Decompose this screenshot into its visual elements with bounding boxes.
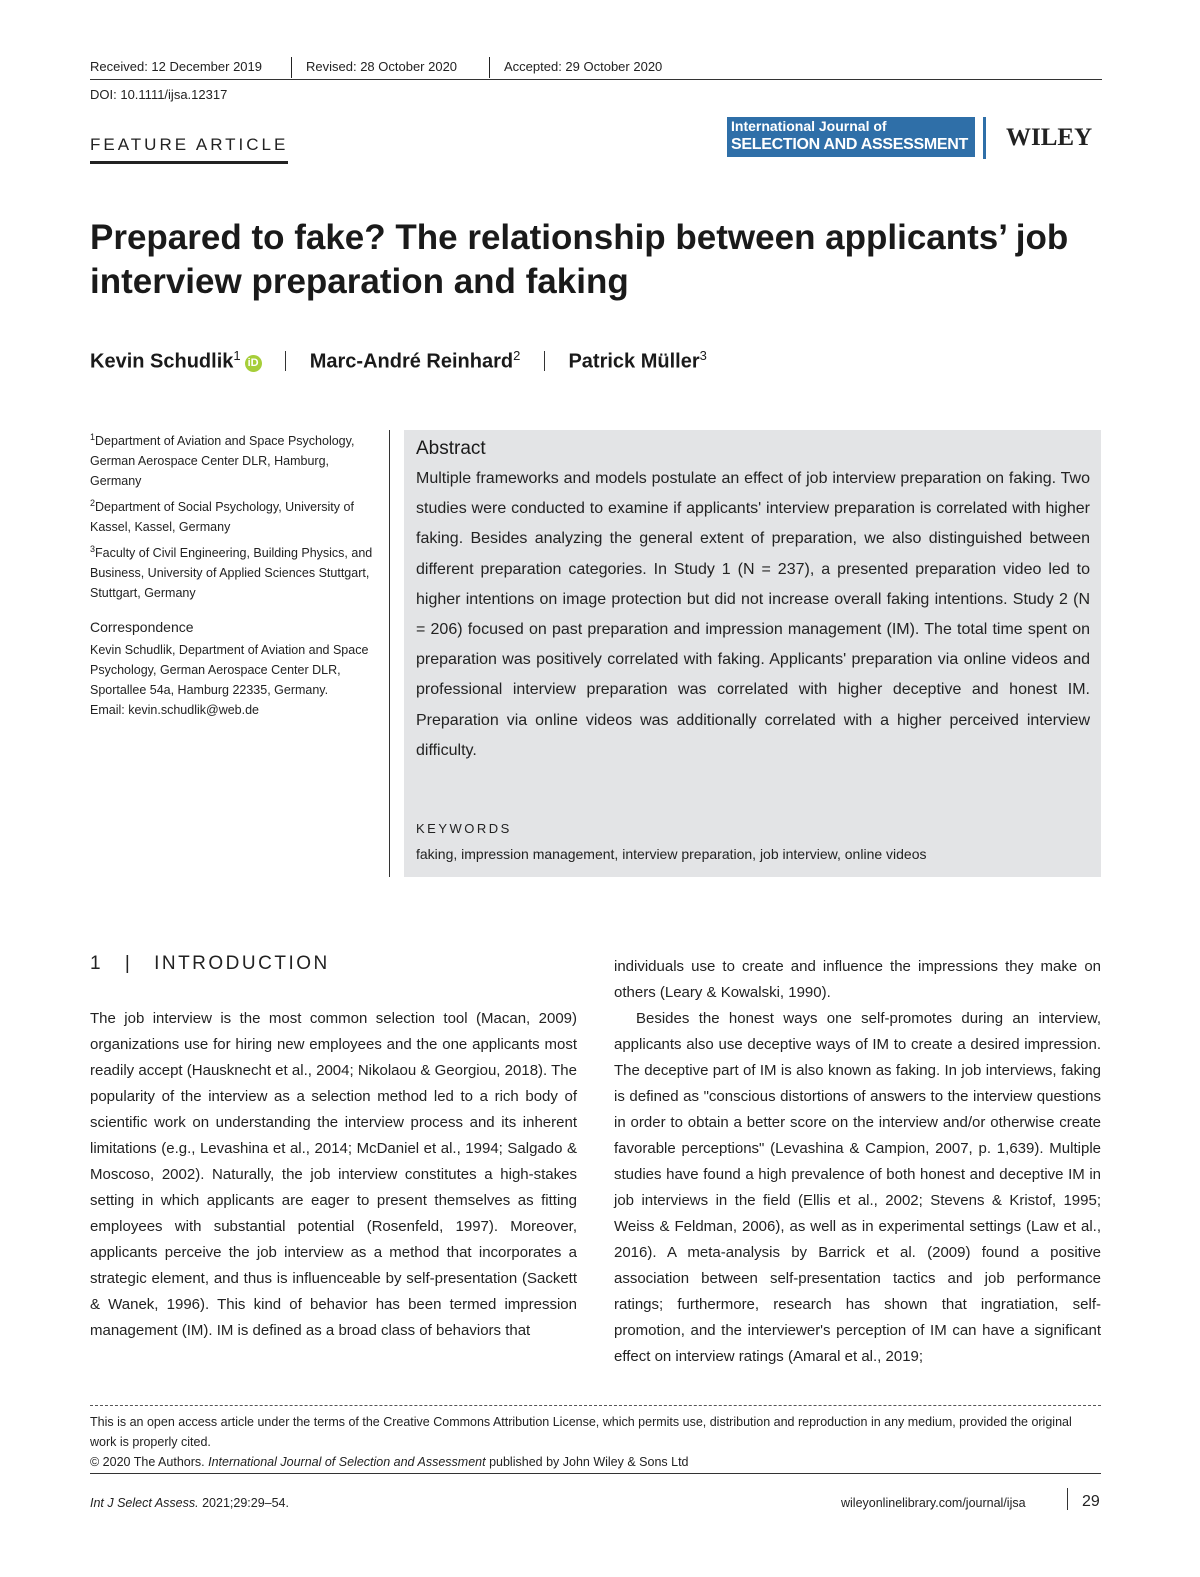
author-name: Patrick Müller (568, 350, 700, 373)
author-affiliation-mark: 3 (699, 348, 707, 363)
affiliation-text: Faculty of Civil Engineering, Building Physics, and Business, University of Applied Sciences Stuttgart, Stuttgart, Germany (90, 546, 373, 601)
abstract-body: Multiple frameworks and models postulate an effect of job interview preparation on faking. Two studies were conducted to examine if applicants' interview preparation is correlated with higher faking. Besides analyzing the general extent of preparation, we also distinguished between different preparation categories. In Study 1 (N = 237), a presented preparation video led to higher intentions on image protection but did not increase overall faking intentions. Study 2 (N = 206) focused on past preparation and impression management (IM). The total time spent on preparation was positively correlated with faking. Applicants' preparation via online videos and professional interview preparation was correlated with higher deceptive and honest IM. Preparation via online videos was additionally correlated with a higher perceived interview difficulty. (416, 470, 1090, 759)
orcid-icon[interactable]: iD (245, 355, 262, 372)
affiliation-text: Department of Social Psychology, University of Kassel, Kassel, Germany (90, 500, 354, 535)
author-affiliation-mark: 2 (513, 348, 521, 363)
author-list (90, 348, 707, 374)
correspondence-email[interactable]: Email: kevin.schudlik@web.de (90, 703, 260, 717)
correspondence-heading: Correspondence (90, 619, 194, 635)
author-divider (285, 351, 286, 371)
section-divider: | (124, 953, 133, 974)
section-number: 1 (90, 953, 104, 974)
paragraph: The job interview is the most common selection tool (Macan, 2009) organizations use for hiring new employees and the one applicants most readily accept (Hausknecht et al., 2004; Nikolaou & Georgiou, 2018). The popularity of the interview as a selection method led to a rich body of scientific work on understanding the interview process and its inherent limitations (e.g., Levashina et al., 2014; McDaniel et al., 1994; Salgado & Moscoso, 2002). Naturally, the job interview constitutes a high-stakes setting in which applicants are eager to present themselves as fitting employees with substantial potential (Rosenfeld, 1997). Moreover, applicants perceive the job interview as a method that incorporates a strategic element, and thus is influenceable by self-presentation (Sackett & Wanek, 1996). This kind of behavior has been termed impression management (IM). IM is defined as a broad class of behaviors that (90, 1010, 577, 1339)
abstract-heading: Abstract (416, 438, 486, 459)
affiliation (90, 427, 380, 491)
paragraph: individuals use to create and influence the impressions they make on others (Leary & Kowalski, 1990). (614, 958, 1101, 1001)
correspondence (90, 640, 380, 720)
column-divider (389, 430, 390, 877)
revised-date: Revised: 28 October 2020 (306, 59, 458, 74)
open-access-notice (90, 1412, 1101, 1472)
affiliation (90, 539, 380, 603)
affiliation-mark: 1 (90, 432, 96, 442)
page-divider (1067, 1488, 1068, 1510)
dates-bar (90, 57, 1102, 80)
divider (489, 57, 490, 78)
abstract-box (404, 430, 1101, 877)
author-divider (544, 351, 545, 371)
page-number: 29 (1082, 1493, 1100, 1510)
body-column-left (90, 1006, 577, 1344)
keywords: faking, impression management, interview preparation, job interview, online videos (416, 846, 927, 862)
author-name: Kevin Schudlik (90, 350, 234, 373)
doi: DOI: 10.1111/ijsa.12317 (90, 87, 228, 102)
journal-logo-line1: International Journal of (731, 118, 887, 134)
copyright-prefix: © 2020 The Authors. (90, 1455, 205, 1469)
article-title: Prepared to fake? The relationship between applicants’ job interview preparation and faking (90, 218, 1069, 301)
section-heading (90, 953, 330, 975)
footer-rule (90, 1473, 1101, 1474)
correspondence-text: Kevin Schudlik, Department of Aviation and Space Psychology, German Aerospace Center DLR, Sportallee 54a, Hamburg 22335, Germany. (90, 643, 369, 697)
citation (90, 1496, 289, 1510)
citation-volume: 2021;29:29–54. (202, 1496, 289, 1510)
publisher-logo: WILEY (1006, 124, 1093, 151)
affiliation-mark: 2 (90, 498, 96, 508)
keywords-heading: KEYWORDS (416, 821, 512, 836)
author-affiliation-mark: 1 (233, 348, 241, 363)
section-label: FEATURE ARTICLE (90, 135, 288, 164)
accepted-date: Accepted: 29 October 2020 (504, 59, 663, 74)
copyright-journal: International Journal of Selection and Assessment (208, 1455, 486, 1469)
affiliation (90, 493, 380, 537)
body-column-right (614, 954, 1101, 1370)
affiliation-mark: 3 (90, 544, 96, 554)
license-text: This is an open access article under the terms of the Creative Commons Attribution License, which permits use, distribution and reproduction in any medium, provided the original work is properly cited. (90, 1415, 1072, 1449)
paragraph: Besides the honest ways one self-promotes during an interview, applicants also use deceptive ways of IM to create a desired impression. The deceptive part of IM is also known as faking. In job interviews, faking is defined as "conscious distortions of answers to the interview questions in order to obtain a better score on the interview and/or otherwise create favorable perceptions" (Levashina & Campion, 2007, p. 1,639). Multiple studies have found a high prevalence of both honest and deceptive IM in job interviews in the field (Ellis et al., 2002; Stevens & Kristof, 1995; Weiss & Feldman, 2006), as well as in experimental settings (Law et al., 2016). A meta-analysis by Barrick et al. (2009) found a positive association between self-presentation tactics and job performance ratings; furthermore, research has shown that ingratiation, self-promotion, and the interviewer's perception of IM can have a significant effect on interview ratings (Amaral et al., 2019; (614, 1010, 1101, 1365)
affiliation-text: Department of Aviation and Space Psychology, German Aerospace Center DLR, Hamburg, Germany (90, 434, 355, 489)
footnote-divider (90, 1405, 1101, 1406)
section-title: INTRODUCTION (154, 953, 330, 974)
journal-logo-line2: SELECTION AND ASSESSMENT (731, 136, 968, 153)
author-name: Marc-André Reinhard (309, 350, 514, 373)
copyright (90, 1452, 1101, 1472)
journal-logo (727, 117, 975, 157)
citation-journal: Int J Select Assess. (90, 1496, 199, 1510)
journal-website-link[interactable]: wileyonlinelibrary.com/journal/ijsa (841, 1496, 1026, 1510)
logo-divider (983, 117, 986, 159)
divider (291, 57, 292, 78)
received-date: Received: 12 December 2019 (90, 59, 262, 74)
copyright-suffix: published by John Wiley & Sons Ltd (489, 1455, 689, 1469)
